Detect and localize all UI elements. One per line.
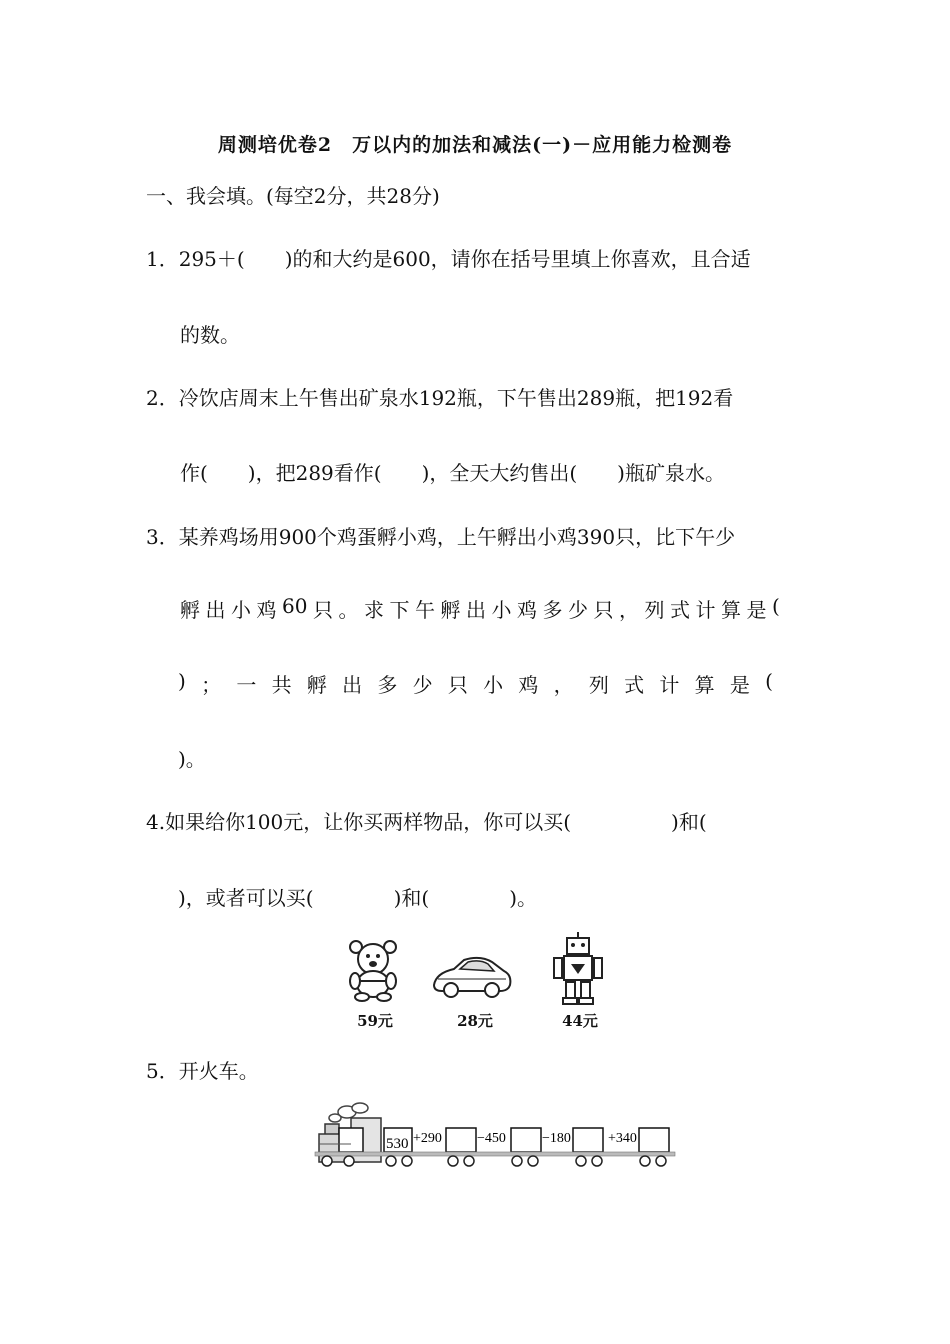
train-car-blank: [511, 1128, 541, 1152]
text-char: 多: [542, 598, 563, 622]
text-char: 是: [729, 673, 750, 697]
toy-robot-image: [550, 930, 606, 1006]
train-operation: −180: [542, 1131, 571, 1146]
text-char: 算: [720, 598, 741, 622]
question-3-line-2: [180, 594, 780, 623]
text-char: 小: [231, 598, 251, 622]
question-2-line-1: 2．冷饮店周末上午售出矿泉水192瓶，下午售出289瓶，把192看: [146, 386, 734, 410]
train-car-blank: [446, 1128, 476, 1152]
question-3-line-4: )。: [178, 747, 206, 771]
text-char: 。: [338, 598, 359, 622]
question-4-line-2: )，或者可以买( )和( )。: [178, 886, 538, 910]
train-operation: −450: [477, 1131, 506, 1146]
text-char: 式: [669, 598, 690, 622]
train-wheel: [576, 1156, 586, 1166]
text-char: ，: [618, 598, 639, 622]
text-char: ): [178, 669, 186, 693]
page-title: 周测培优卷2 万以内的加法和减法(一)－应用能力检测卷: [217, 134, 733, 156]
text-char: 是: [746, 598, 767, 622]
toy-car-image: [430, 955, 514, 1003]
text-char: 算: [694, 673, 715, 697]
text-char: 小: [483, 673, 504, 697]
text-char: 只: [447, 673, 468, 697]
question-2-line-2: 作( )，把289看作( )，全天大约售出( )瓶矿泉水。: [180, 461, 725, 485]
question-1-line-1: 1．295＋( )的和大约是600，请你在括号里填上你喜欢，且合适: [146, 247, 751, 271]
train-wheel: [402, 1156, 412, 1166]
train-start-value: 530: [386, 1136, 409, 1152]
question-3-line-3: [178, 669, 773, 698]
train-car-blank: [639, 1128, 669, 1152]
text-char: 60: [282, 594, 308, 618]
track-rail: [315, 1152, 675, 1156]
engine-blank-box: [339, 1128, 363, 1152]
train-wheel: [386, 1156, 396, 1166]
text-char: 列: [644, 598, 665, 622]
train-wheel: [344, 1156, 354, 1166]
text-char: 只: [312, 598, 333, 622]
text-char: 鸡: [516, 598, 537, 622]
question-4-line-1: 4.如果给你100元，让你买两样物品，你可以买( )和(: [146, 810, 707, 834]
text-char: 列: [588, 673, 609, 697]
train-operation: +340: [608, 1131, 637, 1146]
text-char: 出: [205, 598, 226, 622]
text-char: 少: [567, 598, 588, 622]
toy-price-robot: 44元: [562, 1012, 598, 1030]
text-char: 少: [412, 673, 433, 697]
toy-price-teddy: 59元: [357, 1012, 393, 1030]
train-wheel: [512, 1156, 522, 1166]
question-5-heading: 5．开火车。: [146, 1059, 259, 1083]
text-char: 共: [271, 673, 292, 697]
train-wheel: [322, 1156, 332, 1166]
teddy-bear-image: [345, 937, 407, 1003]
text-char: 计: [695, 598, 716, 622]
text-char: 午: [414, 598, 435, 622]
text-char: ，: [553, 673, 574, 697]
text-char: 出: [465, 598, 486, 622]
text-char: 出: [342, 673, 363, 697]
text-char: 式: [624, 673, 645, 697]
train-wheel: [528, 1156, 538, 1166]
train-wheel: [640, 1156, 650, 1166]
train-car-blank: [573, 1128, 603, 1152]
question-3-line-1: 3．某养鸡场用900个鸡蛋孵小鸡，上午孵出小鸡390只，比下午少: [146, 525, 736, 549]
text-char: (: [771, 594, 780, 618]
text-char: 孵: [180, 598, 200, 622]
text-char: ；: [201, 673, 222, 697]
text-char: 孵: [306, 673, 327, 697]
text-char: 小: [491, 598, 512, 622]
toy-price-car: 28元: [457, 1012, 493, 1030]
text-char: 鸡: [256, 598, 277, 622]
text-char: 求: [363, 598, 384, 622]
question-1-line-2: 的数。: [180, 323, 240, 347]
text-char: (: [765, 669, 773, 693]
text-char: 计: [659, 673, 680, 697]
text-char: 多: [377, 673, 398, 697]
train-wheel: [592, 1156, 602, 1166]
section-heading: 一、我会填。(每空2分，共28分): [146, 184, 440, 208]
text-char: 一: [236, 673, 257, 697]
train-wheel: [656, 1156, 666, 1166]
text-char: 鸡: [518, 673, 539, 697]
text-char: 只: [593, 598, 614, 622]
train-wheel: [464, 1156, 474, 1166]
text-char: 下: [389, 598, 410, 622]
train-operation: +290: [413, 1131, 442, 1146]
text-char: 孵: [440, 598, 461, 622]
train-wheel: [448, 1156, 458, 1166]
train-diagram: [305, 1100, 680, 1170]
